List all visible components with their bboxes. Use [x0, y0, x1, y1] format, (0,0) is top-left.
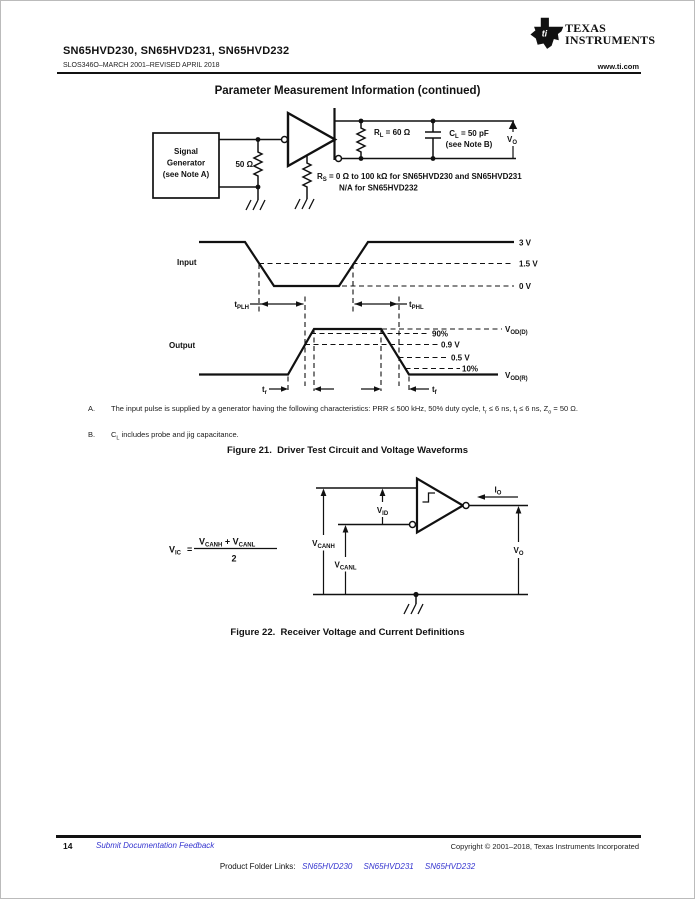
logo-line1: TEXAS [565, 21, 607, 35]
product-folder-links-row [1, 856, 694, 874]
generator-wires [219, 140, 282, 201]
cl-note-label: (see Note B) [445, 140, 493, 149]
figure21-diagram [61, 101, 621, 401]
input-bubble-icon [282, 137, 288, 143]
note-b-text [111, 429, 619, 445]
ti-logo [530, 16, 566, 52]
tr-label: $t_r$ [261, 385, 267, 396]
receiver-input-wires [316, 488, 417, 525]
receiver-circuit [313, 479, 528, 615]
source-resistor-label: 50 Ω [235, 160, 253, 169]
p90-label: 90% [432, 329, 449, 339]
rs-note-line2: N/A for SN65HVD232 [339, 183, 418, 193]
timing-dashed-verticals [259, 264, 399, 386]
ground-icon [404, 604, 423, 614]
note-a-sub: r [484, 409, 487, 416]
note-a-seg: = 50 Ω. [551, 404, 578, 413]
footer-rule [56, 835, 641, 838]
output-trace [199, 329, 498, 375]
tplh-label: $t_{PLH}$ [234, 300, 249, 311]
vodd-label: $V_{OD(D)}$ [505, 325, 528, 336]
figure22-diagram [161, 466, 541, 626]
v05-label: 0.5 V [451, 353, 470, 363]
output-bubble-icon [463, 503, 469, 509]
v09-label: 0.9 V [441, 340, 460, 350]
output-level-dashes [305, 329, 502, 369]
driver-triangle-icon [288, 113, 335, 166]
copyright-text: Copyright © 2001–2018, Texas Instruments Incorporated [450, 842, 639, 851]
p10-label: 10% [462, 364, 479, 374]
page-number: 14 [63, 841, 73, 851]
note-a-seg: ≤ 6 ns, Z [516, 404, 549, 413]
level-1v5-label: 1.5 V [519, 259, 538, 269]
level-3v-label: 3 V [519, 238, 532, 248]
junction-dot [256, 185, 261, 190]
output-bubble-icon [336, 156, 342, 162]
rs-note-line1: $R_S = 0$ Ω to 100 kΩ for SN65HVD230 and SN65HVD231 [317, 172, 522, 183]
level-0v-label: 0 V [519, 282, 532, 291]
equals-sign: = [187, 544, 193, 555]
ti-mark: ti [541, 28, 548, 39]
formula-numerator: $V_{CANH} + V_{CANL}$ [199, 536, 256, 549]
texas-state-icon [530, 16, 566, 52]
product-link-sn65hvd231[interactable]: SN65HVD231 [363, 862, 414, 871]
note-a-sub: o [548, 409, 552, 416]
vic-formula [169, 537, 277, 564]
tplh-arrow [250, 301, 304, 306]
vcanh-arrow [321, 489, 327, 595]
ground-rail [313, 595, 528, 605]
driver-test-circuit [153, 108, 517, 210]
note-b-label: B. [88, 430, 96, 439]
note-a-label: A. [88, 404, 96, 413]
vo-label: $V_O$ [506, 135, 518, 146]
note-a-seg: The input pulse is supplied by a generator having the following characteristics: PRR ≤ 500 kHz, 50% duty cycle, t [111, 404, 485, 413]
input-level-dashes [259, 264, 514, 287]
ti-logo-text [565, 23, 655, 46]
signal-generator-label-1: Signal [173, 147, 199, 156]
part-numbers: SN65HVD230, SN65HVD231, SN65HVD232 [63, 45, 290, 57]
junction-dot [256, 137, 261, 142]
junction-dot [359, 119, 364, 124]
product-link-sn65hvd230[interactable]: SN65HVD230 [302, 862, 353, 871]
note-b-sub: L [116, 435, 120, 442]
ground-icon [295, 199, 314, 209]
source-resistor [254, 140, 262, 188]
rise-fall-dashed-verticals [288, 329, 409, 391]
rl-label: $R_L = 60$ Ω [374, 128, 411, 139]
signal-generator-label-2: Generator [166, 158, 206, 168]
logo-line2: INSTRUMENTS [565, 32, 656, 47]
junction-dot [431, 119, 436, 124]
ground-icon [246, 200, 265, 210]
junction-dot [413, 592, 418, 597]
signal-generator-label-3: (see Note A) [162, 170, 210, 179]
junction-dot [431, 156, 436, 161]
io-label: $I_O$ [494, 485, 502, 497]
tphl-label: $t_{PHL}$ [409, 300, 424, 311]
cl-label: $C_L = 50$ pF [449, 129, 489, 140]
receiver-triangle-icon [417, 479, 463, 533]
junction-dot [359, 156, 364, 161]
feedback-link[interactable]: Submit Documentation Feedback [96, 841, 215, 850]
doc-revision: SLOS346O–MARCH 2001–REVISED APRIL 2018 [63, 62, 220, 69]
vo-arrowhead-icon [509, 121, 517, 130]
figure21-caption: Figure 21. Driver Test Circuit and Voltage Waveforms [226, 445, 469, 456]
cl-capacitor [425, 121, 441, 159]
product-links-label: Product Folder Links: [219, 862, 298, 871]
tf-arrow [361, 386, 429, 391]
vid-label: $V_{ID}$ [376, 506, 389, 517]
note-a-sub: f [515, 409, 517, 416]
vic-term: $V_{IC}$ [169, 544, 182, 557]
vcanl-label: $V_{CANL}$ [334, 560, 357, 572]
note-a-text [111, 403, 619, 419]
section-title: Parameter Measurement Information (continued) [214, 85, 481, 97]
formula-denominator: 2 [231, 553, 237, 564]
figure22-caption: Figure 22. Receiver Voltage and Current Definitions [230, 627, 465, 638]
rl-resistor [357, 121, 365, 159]
product-link-sn65hvd232[interactable]: SN65HVD232 [424, 862, 476, 871]
header-rule [57, 72, 641, 74]
input-bubble-icon [410, 522, 416, 528]
tf-label: $t_f$ [432, 385, 437, 396]
vcanl-arrow [343, 525, 349, 595]
vo-label: $V_O$ [513, 546, 524, 557]
vodr-label: $V_{OD(R)}$ [505, 371, 528, 382]
note-b-seg: includes probe and jig capacitance. [119, 430, 239, 439]
input-label: Input [177, 258, 197, 267]
tr-arrow [269, 386, 334, 391]
vcanh-label: $V_{CANH}$ [312, 539, 335, 550]
website-link[interactable]: www.ti.com [597, 62, 639, 71]
output-label: Output [169, 341, 196, 350]
note-b-seg: C [111, 430, 117, 439]
note-a-seg: ≤ 6 ns, t [486, 404, 516, 413]
rs-resistor [303, 155, 311, 200]
